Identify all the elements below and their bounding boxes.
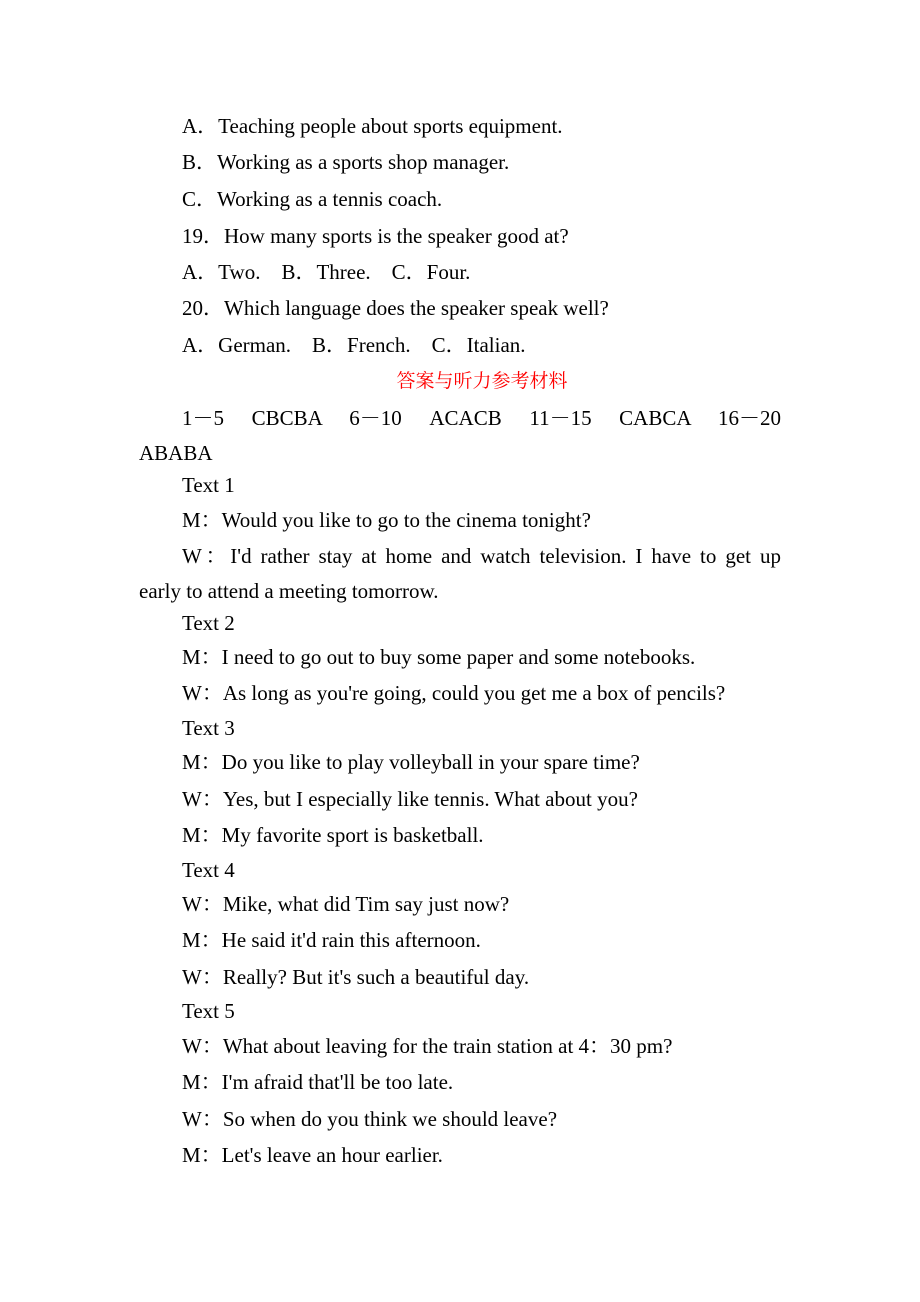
text1-line-1: M：Would you like to go to the cinema tonight? bbox=[182, 508, 591, 532]
answer-key-line-1: 1－5 CBCBA 6－10 ACACB 11－15 CABCA 16－20 bbox=[182, 406, 781, 430]
text3-line-3: M：My favorite sport is basketball. bbox=[182, 823, 484, 847]
text2-title: Text 2 bbox=[182, 611, 235, 635]
text2-line-2: W：As long as you're going, could you get me a box of pencils? bbox=[182, 681, 726, 705]
q20-options: A．German. B．French. C．Italian. bbox=[182, 333, 526, 357]
q18-option-a: A．Teaching people about sports equipment. bbox=[182, 114, 563, 138]
text1-line-2a: W：I'd rather stay at home and watch television. I have to get up bbox=[182, 544, 781, 568]
text2-line-1: M：I need to go out to buy some paper and some notebooks. bbox=[182, 645, 696, 669]
q19-stem: 19．How many sports is the speaker good at? bbox=[182, 224, 569, 248]
answers-heading: 答案与听力参考材料 bbox=[396, 370, 568, 392]
text5-line-4: M：Let's leave an hour earlier. bbox=[182, 1143, 443, 1167]
text4-line-3: W：Really? But it's such a beautiful day. bbox=[182, 965, 530, 989]
text1-title: Text 1 bbox=[182, 473, 235, 497]
text3-title: Text 3 bbox=[182, 716, 235, 740]
text4-line-2: M：He said it'd rain this afternoon. bbox=[182, 928, 481, 952]
text4-title: Text 4 bbox=[182, 858, 235, 882]
q20-stem: 20．Which language does the speaker speak well? bbox=[182, 296, 609, 320]
text5-line-3: W：So when do you think we should leave? bbox=[182, 1107, 558, 1131]
q18-option-c: C．Working as a tennis coach. bbox=[182, 187, 443, 211]
text5-line-2: M：I'm afraid that'll be too late. bbox=[182, 1070, 454, 1094]
answer-key-line-2: ABABA bbox=[139, 441, 213, 465]
text4-line-1: W：Mike, what did Tim say just now? bbox=[182, 892, 510, 916]
text3-line-2: W：Yes, but I especially like tennis. What about you? bbox=[182, 787, 638, 811]
q19-options: A．Two. B．Three. C．Four. bbox=[182, 260, 471, 284]
q18-option-b: B．Working as a sports shop manager. bbox=[182, 150, 510, 174]
text3-line-1: M：Do you like to play volleyball in your spare time? bbox=[182, 750, 640, 774]
text1-line-2b: early to attend a meeting tomorrow. bbox=[139, 579, 439, 603]
text5-line-1: W：What about leaving for the train station at 4：30 pm? bbox=[182, 1034, 673, 1058]
text5-title: Text 5 bbox=[182, 999, 235, 1023]
